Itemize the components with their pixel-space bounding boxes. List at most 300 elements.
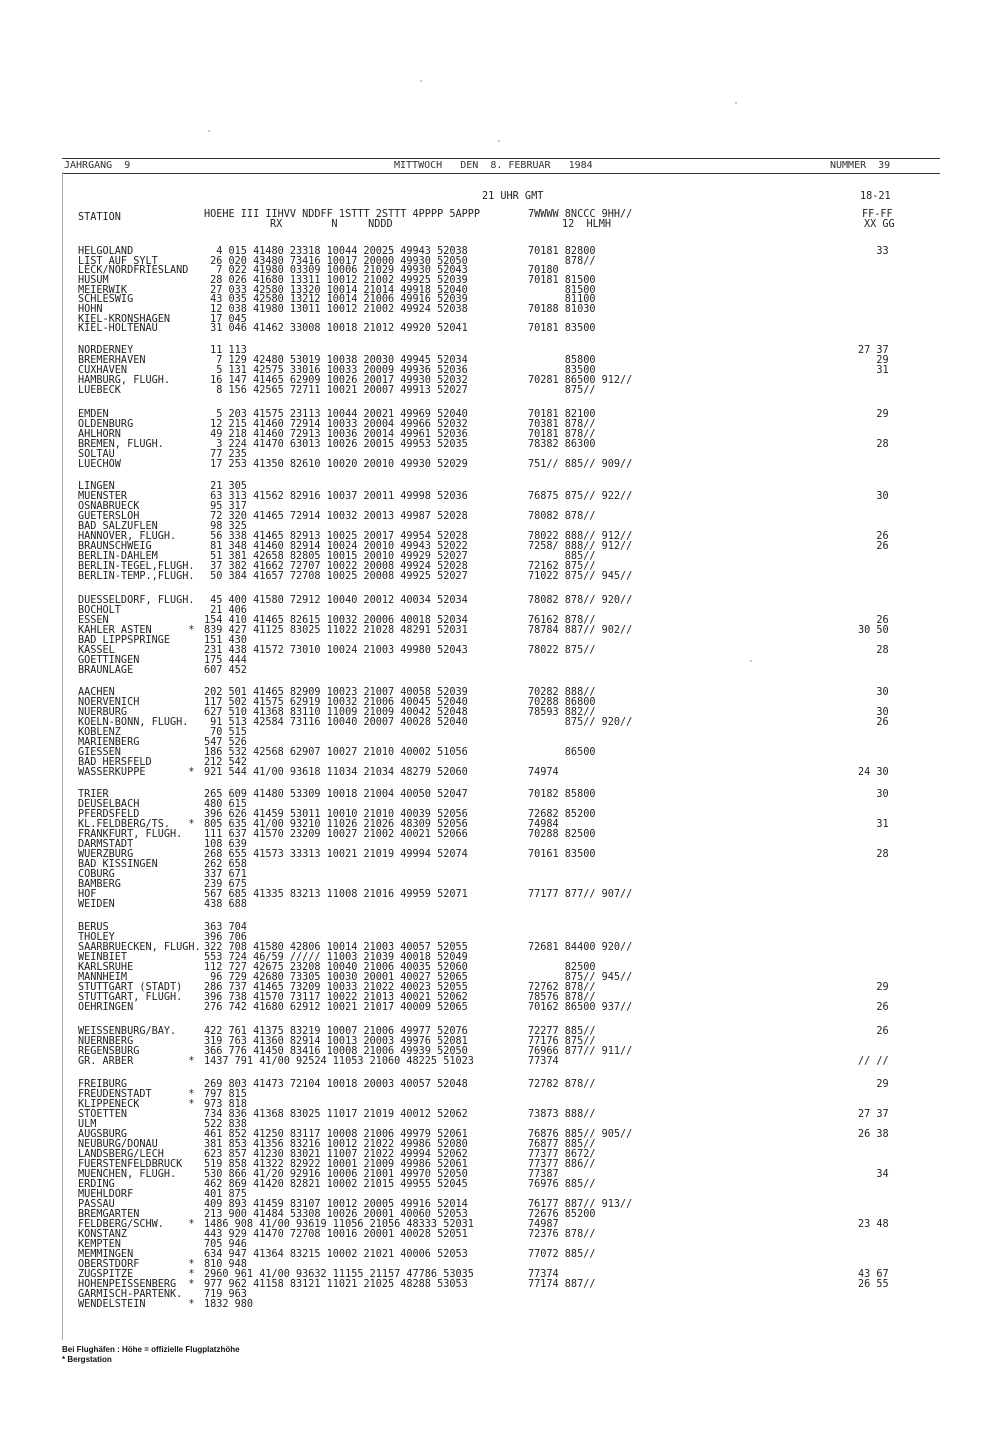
station-name: BERLIN-TEMP.,FLUGH.: [78, 571, 195, 582]
synop-groups: 443 929 41470 72708 10016 20001 40028 52051: [204, 1229, 468, 1240]
wind-gusts: 29: [858, 1079, 889, 1090]
station-name: KIEL-KRONSHAGEN: [78, 314, 171, 325]
extra-groups: 81500: [528, 285, 596, 296]
station-name: NOERVENICH: [78, 697, 140, 708]
station-name: GR. ARBER *: [78, 1056, 195, 1067]
synop-groups: 1832 980: [204, 1299, 254, 1310]
extra-groups: 78022 888// 912//: [528, 531, 633, 542]
synop-groups: 401 875: [204, 1189, 247, 1200]
station-name: SCHLESWIG: [78, 294, 134, 305]
station-name: KIEL-HOLTENAU: [78, 323, 158, 334]
station-name: HAMBURG, FLUGH.: [78, 375, 171, 386]
station-name: COBURG: [78, 869, 115, 880]
extra-groups: 70180: [528, 265, 559, 276]
station-name: BRAUNLAGE: [78, 665, 134, 676]
wind-gusts: 31: [858, 365, 889, 376]
time-range: 18-21: [860, 191, 891, 202]
station-name: MEMMINGEN: [78, 1249, 134, 1260]
scan-speck: [750, 660, 752, 662]
station-name: FREIBURG: [78, 1079, 128, 1090]
station-name: BERLIN-DAHLEM: [78, 551, 158, 562]
synop-groups: 108 639: [204, 839, 247, 850]
synop-groups: 547 526: [204, 737, 247, 748]
synop-groups: 12 215 41460 72914 10033 20004 49966 52032: [204, 419, 468, 430]
wind-gusts: 30: [858, 687, 889, 698]
issue-number: NUMMER 39: [830, 160, 891, 171]
synop-groups: 63 313 41562 82916 10037 20011 49998 52036: [204, 491, 468, 502]
wind-gusts: // //: [858, 1056, 889, 1067]
extra-groups: 70161 83500: [528, 849, 596, 860]
wind-gusts: 23 48: [858, 1219, 889, 1230]
station-name: AUGSBURG: [78, 1129, 128, 1140]
extra-groups: 70281 86500 912//: [528, 375, 633, 386]
extra-groups: 77176 875//: [528, 1036, 596, 1047]
extra-groups: 78082 878//: [528, 511, 596, 522]
station-name: EMDEN: [78, 409, 109, 420]
extra-groups: 70182 85800: [528, 789, 596, 800]
station-name: GARMISCH-PARTENK.: [78, 1289, 183, 1300]
extra-groups: 82500: [528, 962, 596, 973]
volume-label: JAHRGANG 9: [64, 160, 131, 171]
station-name: KASSEL: [78, 645, 115, 656]
station-name: OLDENBURG: [78, 419, 134, 430]
footnote-airports: Bei Flughäfen : Höhe = offizielle Flugplatzhöhe: [62, 1345, 240, 1354]
groups2-column-header: 7WWWW 8NCCC 9HH//: [528, 209, 633, 220]
station-name: LANDSBERG/LECH: [78, 1149, 164, 1160]
extra-groups: 76876 885// 905//: [528, 1129, 633, 1140]
synop-groups: 480 615: [204, 799, 247, 810]
extra-groups: 78382 86300: [528, 439, 596, 450]
station-name: SOLTAU: [78, 449, 115, 460]
extra-groups: 72676 85200: [528, 1209, 596, 1220]
synop-groups: 422 761 41375 83219 10007 21006 49977 52076: [204, 1026, 468, 1037]
synop-groups: 265 609 41480 53309 10018 21004 40050 52047: [204, 789, 468, 800]
synop-groups: 31 046 41462 33008 10018 21012 49920 52041: [204, 323, 468, 334]
synop-groups: 607 452: [204, 665, 247, 676]
synop-groups: 519 858 41322 82922 10001 21009 49986 52061: [204, 1159, 468, 1170]
synop-groups: 269 803 41473 72104 10018 20003 40057 52048: [204, 1079, 468, 1090]
synop-groups: 805 635 41/00 93210 11026 21026 48309 52056: [204, 819, 468, 830]
extra-groups: 73873 888//: [528, 1109, 596, 1120]
wind-gusts: 33: [858, 246, 889, 257]
station-name: BAD HERSFELD: [78, 757, 152, 768]
wind-gusts: 31: [858, 819, 889, 830]
wind-gusts: 27 37: [858, 345, 889, 356]
synop-groups: 921 544 41/00 93618 11034 21034 48279 52060: [204, 767, 468, 778]
station-name: BRAUNSCHWEIG: [78, 541, 152, 552]
extra-groups: 72762 878//: [528, 982, 596, 993]
wind-gusts: 28: [858, 439, 889, 450]
extra-groups: 78576 878//: [528, 992, 596, 1003]
synop-groups: 21 305: [204, 481, 247, 492]
extra-groups: 77374: [528, 1056, 559, 1067]
synop-groups: 461 852 41250 83117 10008 21006 49979 52061: [204, 1129, 468, 1140]
station-name: BREMERHAVEN: [78, 355, 146, 366]
synop-groups: 522 838: [204, 1119, 247, 1130]
synop-groups: 81 348 41460 82914 10024 20010 49943 52022: [204, 541, 468, 552]
station-name: PASSAU: [78, 1199, 115, 1210]
station-name: STUTTGART, FLUGH.: [78, 992, 183, 1003]
wind-gusts: 26: [858, 1026, 889, 1037]
synop-groups: 3 224 41470 63013 10026 20015 49953 52035: [204, 439, 468, 450]
synop-groups: 12 038 41980 13011 10012 21002 49924 52038: [204, 304, 468, 315]
extra-groups: 74984: [528, 819, 559, 830]
synop-groups: 1437 791 41/00 92524 11053 21060 48225 51023: [204, 1056, 474, 1067]
synop-groups: 381 853 41356 83216 10012 21022 49986 52080: [204, 1139, 468, 1150]
synop-groups: 50 384 41657 72708 10025 20008 49925 52027: [204, 571, 468, 582]
synop-groups: 98 325: [204, 521, 247, 532]
wind-gusts: 29: [858, 355, 889, 366]
station-name: MUEHLDORF: [78, 1189, 134, 1200]
synop-groups: 45 400 41580 72912 10040 20012 40034 52034: [204, 595, 468, 606]
station-name: HUSUM: [78, 275, 109, 286]
synop-groups: 111 637 41570 23209 10027 21002 40021 52066: [204, 829, 468, 840]
station-name: BREMEN, FLUGH.: [78, 439, 164, 450]
synop-groups: 151 430: [204, 635, 247, 646]
wind-gusts: 30 50: [858, 625, 889, 636]
footnote-mountain-station: * Bergstation: [62, 1355, 112, 1364]
station-name: WEISSENBURG/BAY.: [78, 1026, 177, 1037]
station-name: KONSTANZ: [78, 1229, 128, 1240]
station-name: OBERSTDORF *: [78, 1259, 195, 1270]
wind-gusts: 26: [858, 541, 889, 552]
station-name: STOETTEN: [78, 1109, 128, 1120]
station-name: HANNOVER, FLUGH.: [78, 531, 177, 542]
station-name: SAARBRUECKEN, FLUGH.: [78, 942, 201, 953]
extra-groups: 70181 81500: [528, 275, 596, 286]
extra-groups: 74974: [528, 767, 559, 778]
station-name: KOELN-BONN, FLUGH.: [78, 717, 189, 728]
station-name: KAHLER ASTEN *: [78, 625, 195, 636]
synop-groups: 530 866 41/20 92916 10006 21001 49970 52050: [204, 1169, 468, 1180]
synop-groups: 117 502 41575 62919 10032 21006 40045 52040: [204, 697, 468, 708]
scan-speck: [208, 130, 210, 132]
station-name: MUENCHEN, FLUGH.: [78, 1169, 177, 1180]
extra-groups: 7258/ 888// 912//: [528, 541, 633, 552]
ff-subheader: XX GG: [864, 219, 895, 230]
synop-groups: 627 510 41368 83110 11009 21009 40042 52048: [204, 707, 468, 718]
synop-groups: 21 406: [204, 605, 247, 616]
synop-groups: 7 022 41980 03309 10006 21029 49930 52043: [204, 265, 468, 276]
synop-groups: 26 020 43480 73416 10017 20000 49930 52050: [204, 256, 468, 267]
station-name: HOHENPEISSENBERG *: [78, 1279, 195, 1290]
station-name: WEIDEN: [78, 899, 115, 910]
synop-groups: 268 655 41573 33313 10021 21019 49994 52074: [204, 849, 468, 860]
station-name: KEMPTEN: [78, 1239, 121, 1250]
extra-groups: 76162 878//: [528, 615, 596, 626]
station-name: ZUGSPITZE *: [78, 1269, 195, 1280]
station-name: THOLEY: [78, 932, 115, 943]
extra-groups: 81100: [528, 294, 596, 305]
synop-groups: 51 381 42658 82805 10015 20010 49929 52027: [204, 551, 468, 562]
station-name: BAMBERG: [78, 879, 121, 890]
extra-groups: 77377 8672/: [528, 1149, 596, 1160]
synop-groups: 202 501 41465 82909 10023 21007 40058 52039: [204, 687, 468, 698]
extra-groups: 70181 83500: [528, 323, 596, 334]
station-name: BAD LIPPSPRINGE: [78, 635, 171, 646]
extra-groups: 85800: [528, 355, 596, 366]
groups1-column-header: HOEHE III IIHVV NDDFF 1STTT 2STTT 4PPPP 5APPP: [204, 209, 481, 220]
synop-groups: 43 035 42580 13212 10014 21006 49916 52039: [204, 294, 468, 305]
synop-groups: 438 688: [204, 899, 247, 910]
wind-gusts: 24 30: [858, 767, 889, 778]
extra-groups: 86500: [528, 747, 596, 758]
station-name: FREUDENSTADT *: [78, 1089, 195, 1100]
station-name: BAD KISSINGEN: [78, 859, 158, 870]
extra-groups: 76875 875// 922//: [528, 491, 633, 502]
extra-groups: 74987: [528, 1219, 559, 1230]
synop-groups: 56 338 41465 82913 10025 20017 49954 52028: [204, 531, 468, 542]
station-name: KL.FELDBERG/TS. *: [78, 819, 195, 830]
station-name: MANNHEIM: [78, 972, 128, 983]
wind-gusts: 26 38: [858, 1129, 889, 1140]
synop-groups: 70 515: [204, 727, 247, 738]
synop-groups: 175 444: [204, 655, 247, 666]
station-name: BAD SALZUFLEN: [78, 521, 158, 532]
synop-groups: 77 235: [204, 449, 247, 460]
synop-groups: 154 410 41465 82615 10032 20006 40018 52034: [204, 615, 468, 626]
groups1-subheader: RX N NDDD: [270, 219, 393, 230]
wind-gusts: 30: [858, 491, 889, 502]
extra-groups: 72277 885//: [528, 1026, 596, 1037]
extra-groups: 77072 885//: [528, 1249, 596, 1260]
extra-groups: 77174 887//: [528, 1279, 596, 1290]
station-name: LINGEN: [78, 481, 115, 492]
wind-gusts: 29: [858, 982, 889, 993]
synop-groups: 366 776 41450 83416 10008 21006 49939 52050: [204, 1046, 468, 1057]
synop-groups: 973 818: [204, 1099, 247, 1110]
station-name: MARIENBERG: [78, 737, 140, 748]
extra-groups: 70181 878//: [528, 429, 596, 440]
synop-groups: 17 253 41350 82610 10020 20010 49930 52029: [204, 459, 468, 470]
station-name: WEINBIET: [78, 952, 128, 963]
station-name: MUENSTER: [78, 491, 128, 502]
synop-groups: 212 542: [204, 757, 247, 768]
station-column-header: STATION: [78, 212, 121, 223]
synop-groups: 276 742 41680 62912 10021 21017 40009 52065: [204, 1002, 468, 1013]
synop-groups: 239 675: [204, 879, 247, 890]
extra-groups: 70381 878//: [528, 419, 596, 430]
station-name: LUECHOW: [78, 459, 121, 470]
wind-gusts: 26 55: [858, 1279, 889, 1290]
station-name: NORDERNEY: [78, 345, 134, 356]
synop-groups: 839 427 41125 83025 11022 21028 48291 52031: [204, 625, 468, 636]
extra-groups: 878//: [528, 256, 596, 267]
synop-groups: 396 738 41570 73117 10022 21013 40021 52062: [204, 992, 468, 1003]
groups2-subheader: 12 HLMH: [562, 219, 612, 230]
station-name: DARMSTADT: [78, 839, 134, 850]
synop-groups: 623 857 41230 83021 11007 21022 49994 52062: [204, 1149, 468, 1160]
synop-groups: 8 156 42565 72711 10021 20007 49913 52027: [204, 385, 468, 396]
extra-groups: 77387: [528, 1169, 559, 1180]
synop-groups: 286 737 41465 73209 10033 21022 40023 52055: [204, 982, 468, 993]
synop-groups: 72 320 41465 72914 10032 20013 49987 52028: [204, 511, 468, 522]
station-name: NUERNBERG: [78, 1036, 134, 1047]
synop-groups: 396 706: [204, 932, 247, 943]
station-name: CUXHAVEN: [78, 365, 128, 376]
extra-groups: 78593 882//: [528, 707, 596, 718]
wind-gusts: 43 67: [858, 1269, 889, 1280]
station-name: GUETERSLOH: [78, 511, 140, 522]
extra-groups: 76877 885//: [528, 1139, 596, 1150]
synop-groups: 5 203 41575 23113 10044 20021 49969 52040: [204, 409, 468, 420]
station-name: OSNABRUECK: [78, 501, 140, 512]
extra-groups: 72681 84400 920//: [528, 942, 633, 953]
station-name: DEUSELBACH: [78, 799, 140, 810]
synop-groups: 5 131 42575 33016 10033 20009 49936 52036: [204, 365, 468, 376]
synop-groups: 396 626 41459 53011 10010 21010 40039 52056: [204, 809, 468, 820]
wind-gusts: 28: [858, 849, 889, 860]
station-name: BERUS: [78, 922, 109, 933]
synop-groups: 7 129 42480 53019 10038 20030 49945 52034: [204, 355, 468, 366]
extra-groups: 751// 885// 909//: [528, 459, 633, 470]
extra-groups: 72162 875//: [528, 561, 596, 572]
extra-groups: 70288 82500: [528, 829, 596, 840]
station-name: KARLSRUHE: [78, 962, 134, 973]
station-name: ESSEN: [78, 615, 109, 626]
station-name: HOF: [78, 889, 97, 900]
wind-gusts: 28: [858, 645, 889, 656]
station-name: LUEBECK: [78, 385, 121, 396]
extra-groups: 76976 885//: [528, 1179, 596, 1190]
synop-groups: 409 893 41459 83107 10012 20005 49916 52014: [204, 1199, 468, 1210]
extra-groups: 70282 888//: [528, 687, 596, 698]
extra-groups: 72376 878//: [528, 1229, 596, 1240]
wind-gusts: 34: [858, 1169, 889, 1180]
station-name: NUERBURG: [78, 707, 128, 718]
wind-gusts: 26: [858, 531, 889, 542]
synop-groups: 634 947 41364 83215 10002 21021 40006 52053: [204, 1249, 468, 1260]
extra-groups: 78082 878// 920//: [528, 595, 633, 606]
station-name: GIESSEN: [78, 747, 121, 758]
extra-groups: 78022 875//: [528, 645, 596, 656]
extra-groups: 875// 920//: [528, 717, 633, 728]
extra-groups: 72782 878//: [528, 1079, 596, 1090]
extra-groups: 83500: [528, 365, 596, 376]
ff-column-header: FF-FF: [862, 209, 893, 220]
extra-groups: 70288 86800: [528, 697, 596, 708]
synop-groups: 567 685 41335 83213 11008 21016 49959 52071: [204, 889, 468, 900]
synop-groups: 28 026 41680 13311 10012 21002 49925 52039: [204, 275, 468, 286]
extra-groups: 70188 81030: [528, 304, 596, 315]
station-name: KOBLENZ: [78, 727, 121, 738]
synop-groups: 49 218 41460 72913 10036 20014 49961 52036: [204, 429, 468, 440]
extra-groups: 77177 877// 907//: [528, 889, 633, 900]
station-name: FELDBERG/SCHW. *: [78, 1219, 195, 1230]
station-name: HELGOLAND: [78, 246, 134, 257]
station-name: WENDELSTEIN *: [78, 1299, 195, 1310]
extra-groups: 77377 886//: [528, 1159, 596, 1170]
observation-time: 21 UHR GMT: [482, 191, 544, 202]
station-name: KLIPPENECK *: [78, 1099, 195, 1110]
date-label: MITTWOCH DEN 8. FEBRUAR 1984: [394, 160, 593, 171]
wind-gusts: 26: [858, 1002, 889, 1013]
extra-groups: 875// 945//: [528, 972, 633, 983]
station-name: ULM: [78, 1119, 97, 1130]
synop-groups: 810 948: [204, 1259, 247, 1270]
station-name: WASSERKUPPE *: [78, 767, 195, 778]
wind-gusts: 27 37: [858, 1109, 889, 1120]
synop-groups: 705 946: [204, 1239, 247, 1250]
synop-groups: 213 900 41484 53308 10026 20001 40060 52053: [204, 1209, 468, 1220]
station-name: BOCHOLT: [78, 605, 121, 616]
synop-groups: 322 708 41580 42806 10014 21003 40057 52055: [204, 942, 468, 953]
extra-groups: 76177 887// 913//: [528, 1199, 633, 1210]
extra-groups: 76966 877// 911//: [528, 1046, 633, 1057]
station-name: DUESSELDORF, FLUGH.: [78, 595, 195, 606]
synop-groups: 2960 961 41/00 93632 11155 21157 47786 53035: [204, 1269, 474, 1280]
wind-gusts: 30: [858, 707, 889, 718]
synop-groups: 186 532 42568 62907 10027 21010 40002 51056: [204, 747, 468, 758]
extra-groups: 70181 82100: [528, 409, 596, 420]
station-name: LECK/NORDFRIESLAND: [78, 265, 189, 276]
station-name: TRIER: [78, 789, 109, 800]
extra-groups: 875//: [528, 385, 596, 396]
synop-groups: 1486 908 41/00 93619 11056 21056 48333 52031: [204, 1219, 474, 1230]
synop-groups: 231 438 41572 73010 10024 21003 49980 52043: [204, 645, 468, 656]
wind-gusts: 30: [858, 789, 889, 800]
synop-groups: 11 113: [204, 345, 247, 356]
station-name: STUTTGART (STADT): [78, 982, 183, 993]
synop-groups: 91 513 42584 73116 10040 20007 40028 52040: [204, 717, 468, 728]
station-name: AACHEN: [78, 687, 115, 698]
station-name: LIST AUF SYLT: [78, 256, 158, 267]
extra-groups: 885//: [528, 551, 596, 562]
extra-groups: 78784 887// 902//: [528, 625, 633, 636]
station-name: REGENSBURG: [78, 1046, 140, 1057]
synop-groups: 16 147 41465 62909 10026 20017 49930 52032: [204, 375, 468, 386]
synop-groups: 4 015 41480 23318 10044 20025 49943 52038: [204, 246, 468, 257]
synop-groups: 363 704: [204, 922, 247, 933]
station-name: BREMGARTEN: [78, 1209, 140, 1220]
scan-speck: [735, 102, 737, 104]
synop-groups: 337 671: [204, 869, 247, 880]
station-name: FRANKFURT, FLUGH.: [78, 829, 183, 840]
extra-groups: 70181 82800: [528, 246, 596, 257]
synop-groups: 112 727 42675 23208 10040 21006 40035 52060: [204, 962, 468, 973]
left-margin-line: [62, 172, 63, 1340]
scan-speck: [420, 80, 422, 82]
station-name: AHLHORN: [78, 429, 121, 440]
synop-groups: 797 815: [204, 1089, 247, 1100]
station-name: ERDING: [78, 1179, 115, 1190]
scan-speck: [498, 140, 500, 142]
extra-groups: 71022 875// 945//: [528, 571, 633, 582]
station-name: HOHN: [78, 304, 103, 315]
synop-groups: 262 658: [204, 859, 247, 870]
station-name: FUERSTENFELDBRUCK: [78, 1159, 183, 1170]
extra-groups: 77374: [528, 1269, 559, 1280]
wind-gusts: 26: [858, 717, 889, 728]
wind-gusts: 26: [858, 615, 889, 626]
synop-groups: 977 962 41158 83121 11021 21025 48288 53053: [204, 1279, 468, 1290]
station-name: OEHRINGEN: [78, 1002, 134, 1013]
station-name: GOETTINGEN: [78, 655, 140, 666]
station-name: PFERDSFELD: [78, 809, 140, 820]
wind-gusts: 29: [858, 409, 889, 420]
synop-groups: 96 729 42680 73305 10030 20001 40027 52065: [204, 972, 468, 983]
synop-groups: 319 763 41360 82914 10013 20003 49976 52081: [204, 1036, 468, 1047]
synop-groups: 719 963: [204, 1289, 247, 1300]
synop-groups: 553 724 46/59 ///// 11003 21039 40018 52049: [204, 952, 468, 963]
synop-groups: 27 033 42580 13320 10014 21014 49918 52040: [204, 285, 468, 296]
station-name: NEUBURG/DONAU: [78, 1139, 158, 1150]
synop-groups: 17 045: [204, 314, 247, 325]
extra-groups: 70162 86500 937//: [528, 1002, 633, 1013]
station-name: MEIERWIK: [78, 285, 128, 296]
synop-groups: 37 382 41662 72707 10022 20008 49924 52028: [204, 561, 468, 572]
synop-groups: 95 317: [204, 501, 247, 512]
